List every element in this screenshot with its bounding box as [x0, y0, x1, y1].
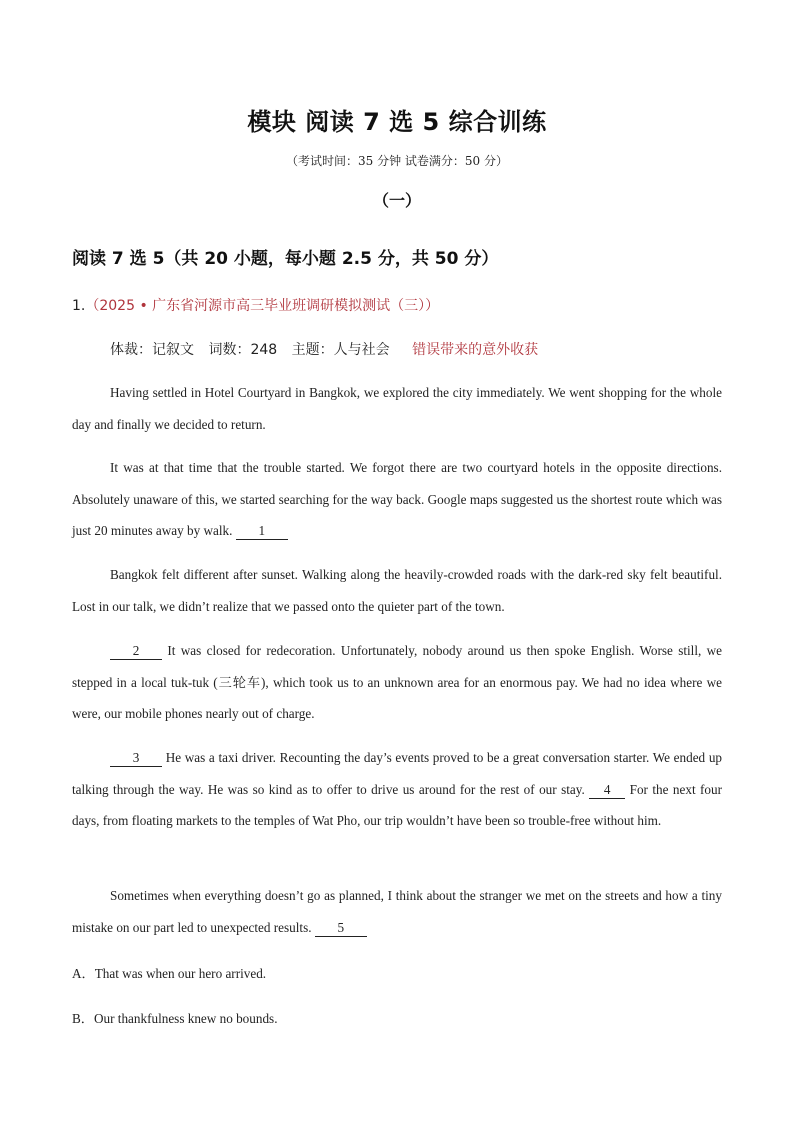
option-a[interactable]: A．That was when our hero arrived. [72, 966, 267, 981]
genre: 体裁：记叙文 [110, 342, 194, 358]
answer-blank-2[interactable]: 2 [110, 643, 162, 660]
paragraph-2: It was at that time that the trouble started. We forgot there are two courtyard hotels in the opposite directions. Absolutely unaware of this, we started searching for the way back. Google maps suggested us the shortest route which was just 20 minutes away by walk. 1 [72, 460, 722, 538]
answer-blank-5[interactable]: 5 [315, 920, 367, 937]
word-count: 词数：248 [208, 342, 278, 358]
paragraph-5: 3 He was a taxi driver. Recounting the day’s events proved to be a great conversation starter. We ended up talking through the way. He was so kind as to offer to drive us around for the rest of our stay. 4 For the next four days, from floating markets to the temples of Wat Pho, our trip wouldn’t have been so trouble-free without him. [72, 750, 723, 828]
source-text: （2025 • 广东省河源市高三毕业班调研模拟测试（三）） [85, 298, 440, 314]
page-title: 模块 阅读 7 选 5 综合训练 [247, 108, 547, 136]
answer-blank-1[interactable]: 1 [236, 523, 288, 540]
answer-blank-3[interactable]: 3 [110, 750, 162, 767]
passage-meta [110, 339, 538, 359]
theme: 主题：人与社会 [291, 342, 390, 358]
answer-blank-4[interactable]: 4 [589, 782, 625, 799]
topic-title: 错误带来的意外收获 [412, 342, 539, 358]
paragraph-1: Having settled in Hotel Courtyard in Bangkok, we explored the city immediately. We went shopping for the whole day and finally we decided to return. [72, 385, 722, 432]
paragraph-6: Sometimes when everything doesn’t go as planned, I think about the stranger we met on the streets and how a tiny mistake on our part led to unexpected results. 5 [72, 888, 722, 935]
question-source [72, 295, 439, 315]
section-heading: 阅读 7 选 5（共 20 小题，每小题 2.5 分，共 50 分） [72, 249, 499, 269]
paragraph-4: 2 It was closed for redecoration. Unfortunately, nobody around us then spoke English. Worse still, we stepped in a local tuk-tuk (三轮车), which took us to an unknown area for an enormous pay. We had no idea where we were, our mobile phones nearly out of charge. [72, 643, 723, 721]
exam-info: （考试时间：35 分钟 试卷满分：50 分） [286, 154, 508, 168]
option-b[interactable]: B．Our thankfulness knew no bounds. [72, 1011, 278, 1026]
question-number: 1. [72, 298, 86, 314]
part-label: （一） [372, 191, 421, 210]
paragraph-3: Bangkok felt different after sunset. Walking along the heavily-crowded roads with the dark-red sky felt beautiful. Lost in our talk, we didn’t realize that we passed onto the quieter part of the town. [72, 567, 722, 614]
